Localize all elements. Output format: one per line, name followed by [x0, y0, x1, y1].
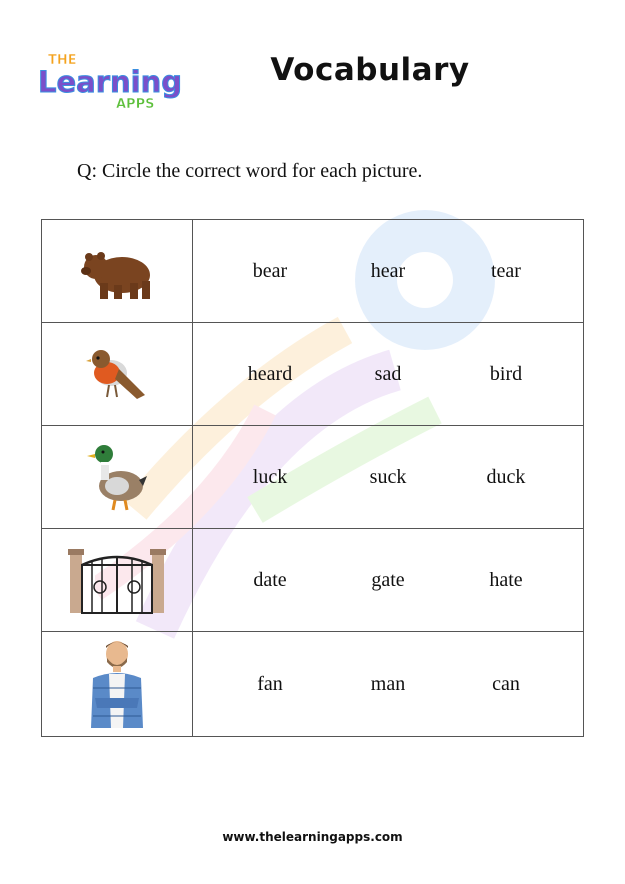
- man-icon: [87, 638, 147, 730]
- word-option[interactable]: fan: [257, 672, 283, 695]
- bird-icon: [85, 343, 149, 405]
- word-option[interactable]: sad: [374, 362, 402, 385]
- word-option[interactable]: luck: [252, 465, 288, 488]
- picture-cell: [42, 220, 193, 323]
- word-option[interactable]: tear: [491, 259, 521, 282]
- word-cell: [193, 426, 584, 529]
- page-title: Vocabulary: [270, 52, 470, 88]
- picture-cell: [42, 426, 193, 529]
- question-text: Q: Circle the correct word for each picture.: [77, 160, 423, 182]
- word-option[interactable]: man: [370, 672, 406, 695]
- word-cell: [193, 220, 584, 323]
- word-cell: [193, 529, 584, 632]
- table-row: [42, 220, 584, 323]
- picture-cell: [42, 529, 193, 632]
- table-row: [42, 632, 584, 737]
- word-option[interactable]: heard: [247, 362, 293, 385]
- word-option[interactable]: suck: [369, 465, 407, 488]
- table-row: [42, 323, 584, 426]
- vocabulary-table: [41, 219, 584, 737]
- gate-icon: [68, 545, 166, 615]
- table-row: [42, 529, 584, 632]
- footer-url: www.thelearningapps.com: [222, 830, 403, 844]
- word-cell: [193, 632, 584, 737]
- logo-learning: Learning: [38, 65, 183, 99]
- bear-icon: [80, 239, 154, 303]
- word-option[interactable]: bear: [252, 259, 288, 282]
- word-option[interactable]: date: [253, 568, 287, 591]
- word-option[interactable]: can: [492, 672, 520, 695]
- table-row: [42, 426, 584, 529]
- duck-icon: [87, 440, 147, 514]
- word-option[interactable]: bird: [489, 362, 523, 385]
- picture-cell: [42, 323, 193, 426]
- word-cell: [193, 323, 584, 426]
- word-option[interactable]: duck: [486, 465, 526, 488]
- the-learning-apps-logo: [34, 48, 190, 110]
- word-option[interactable]: hear: [370, 259, 406, 282]
- picture-cell: [42, 632, 193, 737]
- word-option[interactable]: hate: [489, 568, 523, 591]
- logo-apps: APPS: [116, 97, 155, 110]
- logo-the: THE: [48, 53, 77, 68]
- word-option[interactable]: gate: [371, 568, 405, 591]
